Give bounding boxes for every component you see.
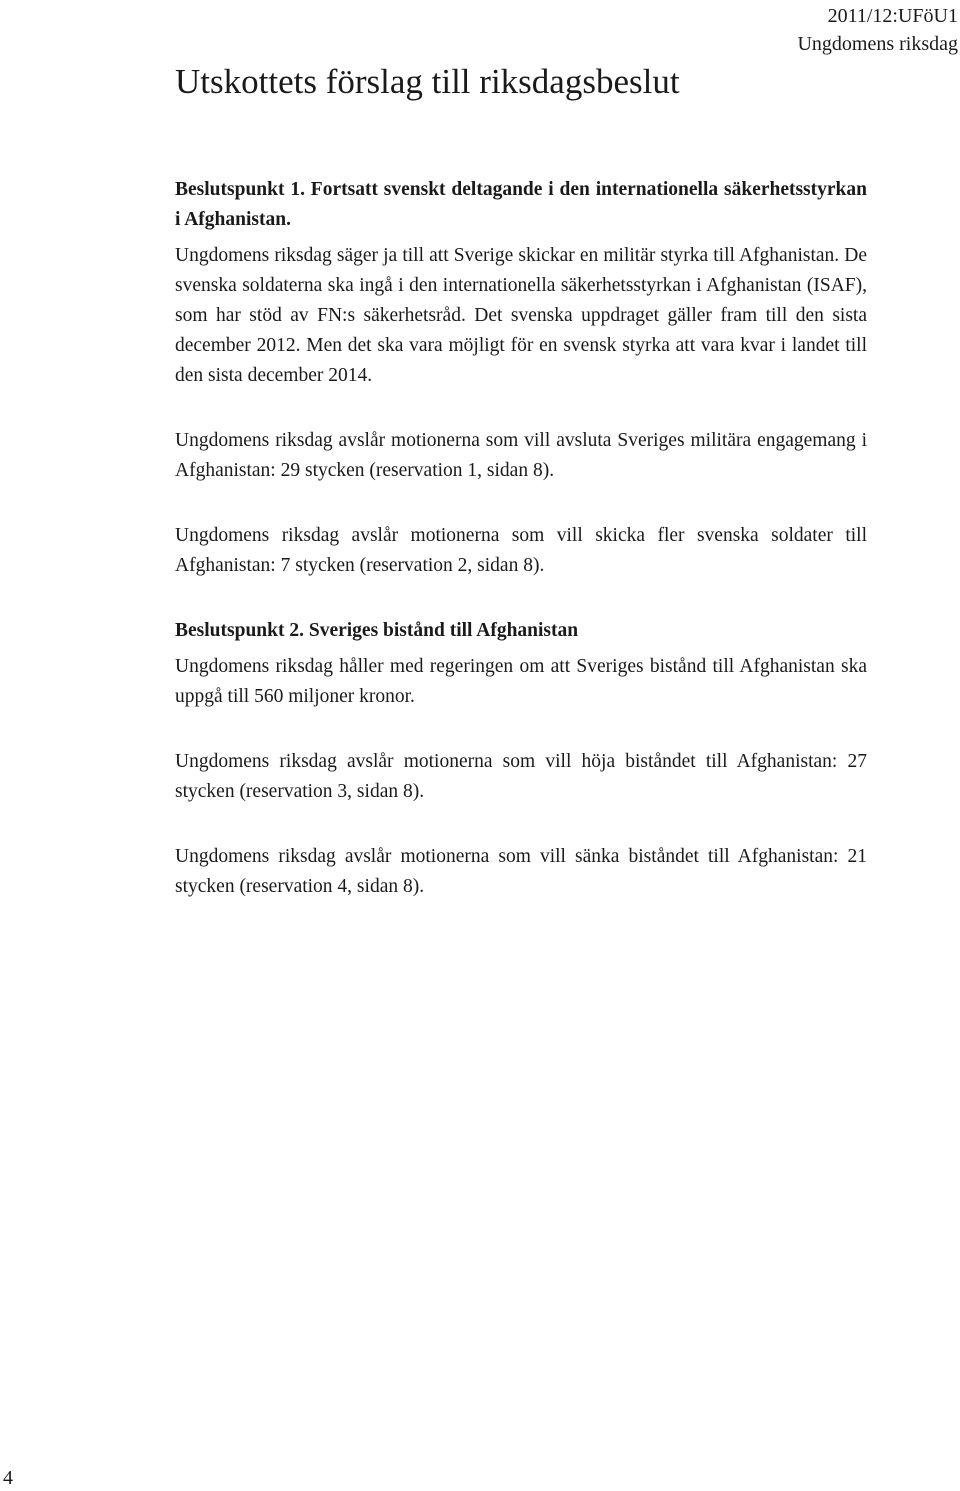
decision-point-2-paragraph-2: Ungdomens riksdag avslår motionerna som vill höja biståndet till Afghanistan: 27 stycken (reservation 3, sidan 8). [175,751,867,802]
decision-point-2-paragraph-3: Ungdomens riksdag avslår motionerna som vill sänka biståndet till Afghanistan: 21 stycken (reservation 4, sidan 8). [175,846,867,897]
decision-point-2-paragraph-1: Ungdomens riksdag håller med regeringen om att Sveriges bistånd till Afghanistan ska uppgå till 560 miljoner kronor. [175,656,867,707]
decision-point-1-paragraph-3: Ungdomens riksdag avslår motionerna som vill skicka fler svenska soldater till Afghanistan: 7 stycken (reservation 2, sidan 8). [175,525,867,576]
decision-point-1-heading: Beslutspunkt 1. Fortsatt svenskt deltagande i den internationella säkerhetsstyrkan i Afghanistan. [175,179,867,230]
document-header [797,2,958,58]
page-title: Utskottets förslag till riksdagsbeslut [175,62,680,101]
decision-point-1-paragraph-2: Ungdomens riksdag avslår motionerna som vill avsluta Sveriges militära engagemang i Afghanistan: 29 stycken (reservation 1, sidan 8). [175,430,867,481]
page-number: 4 [3,1467,13,1489]
decision-point-1-paragraph-1: Ungdomens riksdag säger ja till att Sverige skickar en militär styrka till Afghanistan. De svenska soldaterna ska ingå i den internationella säkerhetsstyrkan i Afghanistan (ISAF), som har stöd av FN:s säkerhetsråd. Det svenska uppdraget gäller fram till den sista december 2012. Men det ska vara möjligt för en svensk styrka att vara kvar i landet till den sista december 2014. [175,245,867,386]
organization-name: Ungdomens riksdag [797,33,958,55]
decision-point-2-heading: Beslutspunkt 2. Sveriges bistånd till Afghanistan [175,620,579,641]
document-id: 2011/12:UFöU1 [827,5,958,27]
document-body [175,175,867,902]
